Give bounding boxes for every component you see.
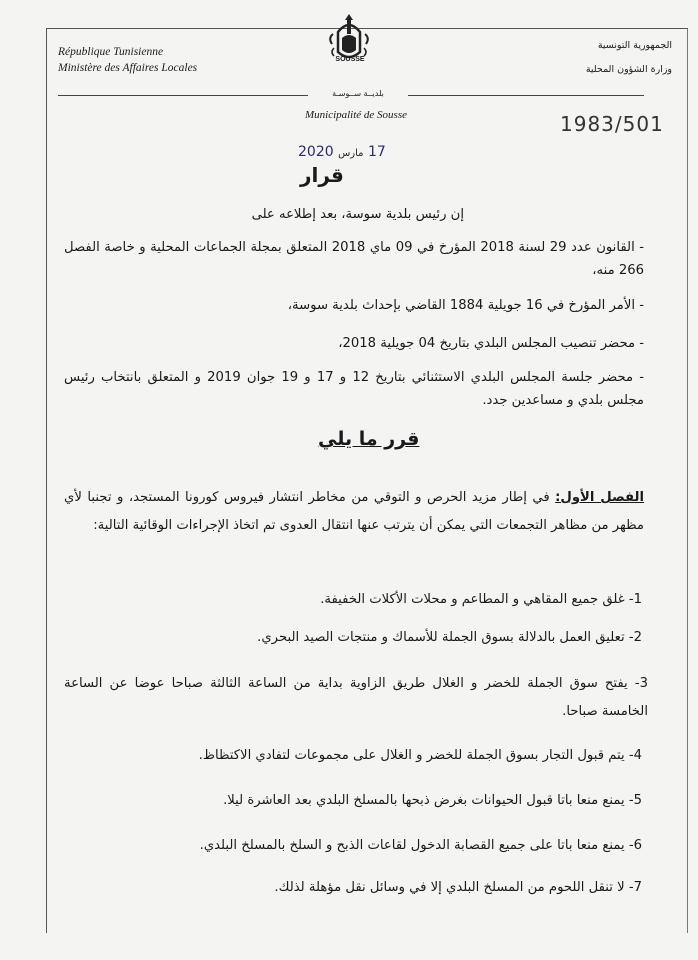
measure-item: 1- غلق جميع المقاهي و المطاعم و محلات الأكلات الخفيفة. xyxy=(320,592,642,607)
document-title xyxy=(300,163,344,187)
date-day: 17 xyxy=(368,144,386,160)
date-month: مارس xyxy=(338,148,364,159)
article-1-text: في إطار مزيد الحرص و التوقي من مخاطر انتشار فيروس كورونا المستجد، و تجنبا لأي مظهر من مظاهر التجمعات التي يمكن أن يترتب عنها انتقال العدوى تم اتخاذ الإجراءات الوقائية التالية: xyxy=(64,490,644,533)
header-french xyxy=(58,44,197,76)
republic-ar: الجمهورية التونسية xyxy=(597,40,672,51)
decision-date xyxy=(298,144,386,160)
preamble-item: - الأمر المؤرخ في 16 جويلية 1884 القاضي بإحداث بلدية سوسة، xyxy=(287,298,644,313)
ministry-ar: وزارة الشؤون المحلية xyxy=(585,64,672,75)
republic-fr: République Tunisienne xyxy=(58,46,164,58)
header-arabic xyxy=(586,34,672,82)
emblem-label: SOUSSE xyxy=(335,56,365,63)
measure-item: 5- يمنع منعا باتا قبول الحيوانات بغرض ذبحها بالمسلخ البلدي بعد العاشرة ليلا. xyxy=(223,793,642,808)
measure-item: 7- لا تنقل اللحوم من المسلخ البلدي إلا في وسائل نقل مؤهلة لذلك. xyxy=(274,880,642,895)
measure-item: 6- يمنع منعا باتا على جميع القصابة الدخول لقاعات الذبح و السلخ بالمسلخ البلدي. xyxy=(199,838,642,853)
reference-number: 1983/501 xyxy=(560,112,664,136)
ministry-fr: Ministère des Affaires Locales xyxy=(58,62,198,74)
decision-heading: قرر ما يلي xyxy=(318,428,420,450)
divider-right xyxy=(408,95,644,96)
preamble-item: - القانون عدد 29 لسنة 2018 المؤرخ في 09 ماي 2018 المتعلق بمجلة الجماعات المحلية و خاصة الفصل 266 منه، xyxy=(64,240,644,278)
date-year: 2020 xyxy=(298,144,334,160)
measure-item: 3- يفتح سوق الجملة للخضر و الغلال طريق الزاوية بداية من الساعة الثالثة صباحا عوضا عن الساعة الخامسة صباحا. xyxy=(64,676,648,719)
measure-item: 4- يتم قبول التجار بسوق الجملة للخضر و الغلال على مجموعات لتفادي الاكتظاظ. xyxy=(198,748,642,763)
article-1-label: الفصل الأول: xyxy=(555,490,645,505)
divider-left xyxy=(58,95,308,96)
preamble-intro: إن رئيس بلدية سوسة، بعد إطلاعه على xyxy=(251,207,464,222)
title-text: قرار xyxy=(300,163,344,187)
municipality-ar: بلديــة ســوسـة xyxy=(332,89,384,98)
municipality-fr: Municipalité de Sousse xyxy=(304,109,408,121)
measure-item: 2- تعليق العمل بالدلالة بسوق الجملة للأسماك و منتجات الصيد البحري. xyxy=(257,630,642,645)
preamble-item: - محضر جلسة المجلس البلدي الاستثنائي بتاريخ 12 و 17 و 19 جوان 2019 و المتعلق بانتخاب رئيس مجلس بلدي و مساعدين جدد. xyxy=(64,370,644,408)
article-1 xyxy=(64,484,644,540)
preamble-item: - محضر تنصيب المجلس البلدي بتاريخ 04 جويلية 2018، xyxy=(338,336,644,351)
